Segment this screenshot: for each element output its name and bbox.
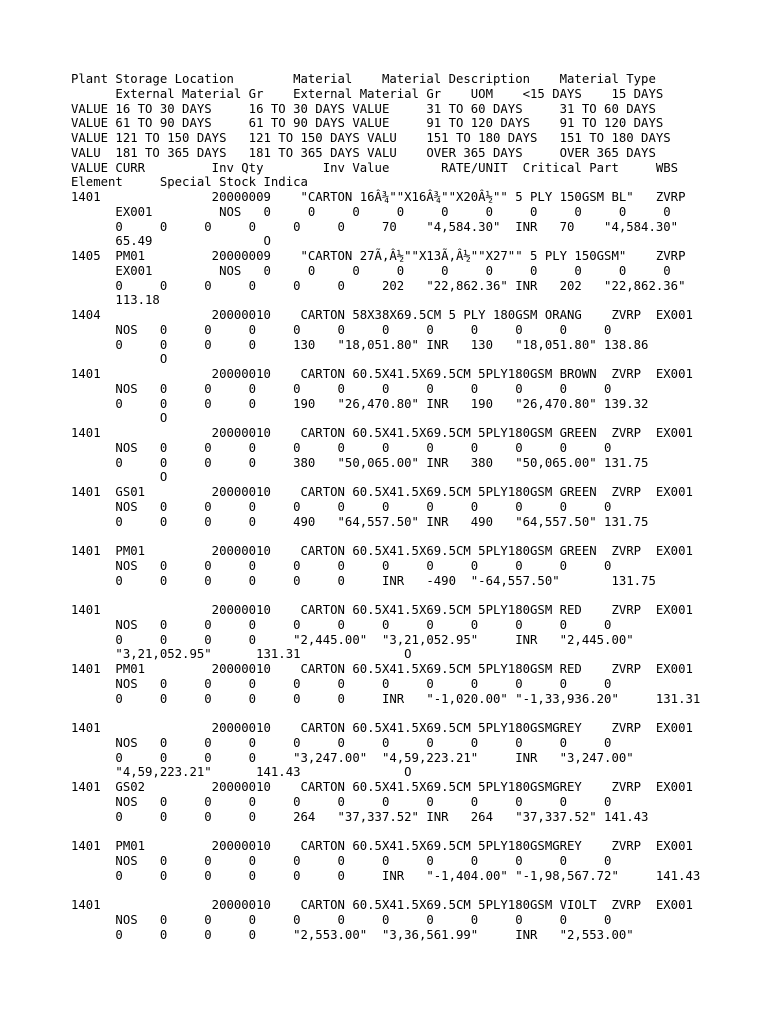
report-line: EX001 NOS 0 0 0 0 0 0 0 0 0 0 [71, 263, 671, 278]
report-line: 0 0 0 0 0 0 INR -490 "-64,557.50" 131.75 [71, 573, 656, 588]
report-line: 0 0 0 0 "2,445.00" "3,21,052.95" INR "2,445.00" [71, 632, 634, 647]
report-line: 1401 PM01 20000010 CARTON 60.5X41.5X69.5CM 5PLY180GSM GREEN ZVRP EX001 [71, 544, 693, 558]
report-line: "3,21,052.95" 131.31 O [71, 647, 412, 662]
report-line: 0 0 0 0 "3,247.00" "4,59,223.21" INR "3,247.00" [71, 750, 634, 765]
report-line [71, 883, 761, 898]
report-line: 1401 PM01 20000010 CARTON 60.5X41.5X69.5CM 5PLY180GSM RED ZVRP EX001 [71, 662, 693, 676]
report-line: 1404 20000010 CARTON 58X38X69.5CM 5 PLY 180GSM ORANG ZVRP EX001 [71, 308, 693, 322]
report-line: 0 0 0 0 380 "50,065.00" INR 380 "50,065.00" 131.75 [71, 455, 649, 470]
report-line: 1401 20000010 CARTON 60.5X41.5X69.5CM 5PLY180GSM VIOLT ZVRP EX001 [71, 898, 693, 912]
report-line: VALUE 61 TO 90 DAYS 61 TO 90 DAYS VALUE 91 TO 120 DAYS 91 TO 120 DAYS [71, 116, 664, 131]
report-line: 0 0 0 0 0 0 202 "22,862.36" INR 202 "22,862.36" [71, 278, 686, 293]
report-line: O [71, 470, 168, 485]
report-line: 1401 20000010 CARTON 60.5X41.5X69.5CM 5PLY180GSM GREEN ZVRP EX001 [71, 426, 693, 440]
report-line: NOS 0 0 0 0 0 0 0 0 0 0 0 [71, 499, 612, 514]
report-line: 0 0 0 0 190 "26,470.80" INR 190 "26,470.80" 139.32 [71, 396, 649, 411]
report-line: NOS 0 0 0 0 0 0 0 0 0 0 0 [71, 617, 612, 632]
report-line: 0 0 0 0 264 "37,337.52" INR 264 "37,337.52" 141.43 [71, 809, 649, 824]
report-line: NOS 0 0 0 0 0 0 0 0 0 0 0 [71, 912, 612, 927]
report-line: 0 0 0 0 "2,553.00" "3,36,561.99" INR "2,553.00" [71, 927, 634, 942]
report-line: 1401 20000009 "CARTON 16Â¾""X16Â¾""X20Â½"" 5 PLY 150GSM BL" ZVRP [71, 190, 686, 204]
report-line: Plant Storage Location Material Material Description Material Type [71, 72, 656, 86]
report-line: 1405 PM01 20000009 "CARTON 27Ã,Â½""X13Ã,Â½""X27"" 5 PLY 150GSM" ZVRP [71, 249, 686, 263]
report-line: NOS 0 0 0 0 0 0 0 0 0 0 0 [71, 440, 612, 455]
report-line: EX001 NOS 0 0 0 0 0 0 0 0 0 0 [71, 204, 671, 219]
report-line: 1401 GS02 20000010 CARTON 60.5X41.5X69.5CM 5PLY180GSMGREY ZVRP EX001 [71, 780, 693, 794]
report-line: 1401 GS01 20000010 CARTON 60.5X41.5X69.5CM 5PLY180GSM GREEN ZVRP EX001 [71, 485, 693, 499]
report-line: 1401 20000010 CARTON 60.5X41.5X69.5CM 5PLY180GSM RED ZVRP EX001 [71, 603, 693, 617]
report-line: 1401 20000010 CARTON 60.5X41.5X69.5CM 5PLY180GSMGREY ZVRP EX001 [71, 721, 693, 735]
report-line: O [71, 352, 168, 367]
report-line: 0 0 0 0 490 "64,557.50" INR 490 "64,557.50" 131.75 [71, 514, 649, 529]
report-line: 0 0 0 0 0 0 INR "-1,404.00" "-1,98,567.72" 141.43 [71, 868, 701, 883]
report-line: 0 0 0 0 0 0 INR "-1,020.00" "-1,33,936.20" 131.31 [71, 691, 701, 706]
report-line: VALUE 16 TO 30 DAYS 16 TO 30 DAYS VALUE 31 TO 60 DAYS 31 TO 60 DAYS [71, 101, 656, 116]
report-line: 1401 PM01 20000010 CARTON 60.5X41.5X69.5CM 5PLY180GSMGREY ZVRP EX001 [71, 839, 693, 853]
report-line: 113.18 [71, 293, 160, 308]
report-line: NOS 0 0 0 0 0 0 0 0 0 0 0 [71, 558, 612, 573]
report-line [71, 706, 761, 721]
report-line: NOS 0 0 0 0 0 0 0 0 0 0 0 [71, 735, 612, 750]
report-line: 1401 20000010 CARTON 60.5X41.5X69.5CM 5PLY180GSM BROWN ZVRP EX001 [71, 367, 693, 381]
report-line: 65.49 O [71, 234, 271, 249]
report-line: NOS 0 0 0 0 0 0 0 0 0 0 0 [71, 794, 612, 809]
report-line: Element Special Stock Indica [71, 175, 308, 190]
report-line: VALUE 121 TO 150 DAYS 121 TO 150 DAYS VALU 151 TO 180 DAYS 151 TO 180 DAYS [71, 131, 671, 145]
report-line: 0 0 0 0 130 "18,051.80" INR 130 "18,051.80" 138.86 [71, 337, 649, 352]
report-page [71, 72, 761, 942]
report-line [71, 529, 761, 544]
report-line: NOS 0 0 0 0 0 0 0 0 0 0 0 [71, 322, 612, 337]
report-line [71, 588, 761, 603]
report-line: External Material Gr External Material Gr UOM <15 DAYS 15 DAYS [71, 86, 664, 101]
report-line: VALUE CURR Inv Qty Inv Value RATE/UNIT Critical Part WBS [71, 160, 679, 175]
inventory-ageing-report-text [71, 72, 761, 942]
report-line: NOS 0 0 0 0 0 0 0 0 0 0 0 [71, 381, 612, 396]
report-line: "4,59,223.21" 141.43 O [71, 765, 412, 780]
report-line: O [71, 411, 168, 426]
report-line: 0 0 0 0 0 0 70 "4,584.30" INR 70 "4,584.30" [71, 219, 679, 234]
report-line: NOS 0 0 0 0 0 0 0 0 0 0 0 [71, 676, 612, 691]
report-line: NOS 0 0 0 0 0 0 0 0 0 0 0 [71, 853, 612, 868]
report-line [71, 824, 761, 839]
report-line: VALU 181 TO 365 DAYS 181 TO 365 DAYS VALU OVER 365 DAYS OVER 365 DAYS [71, 145, 656, 160]
